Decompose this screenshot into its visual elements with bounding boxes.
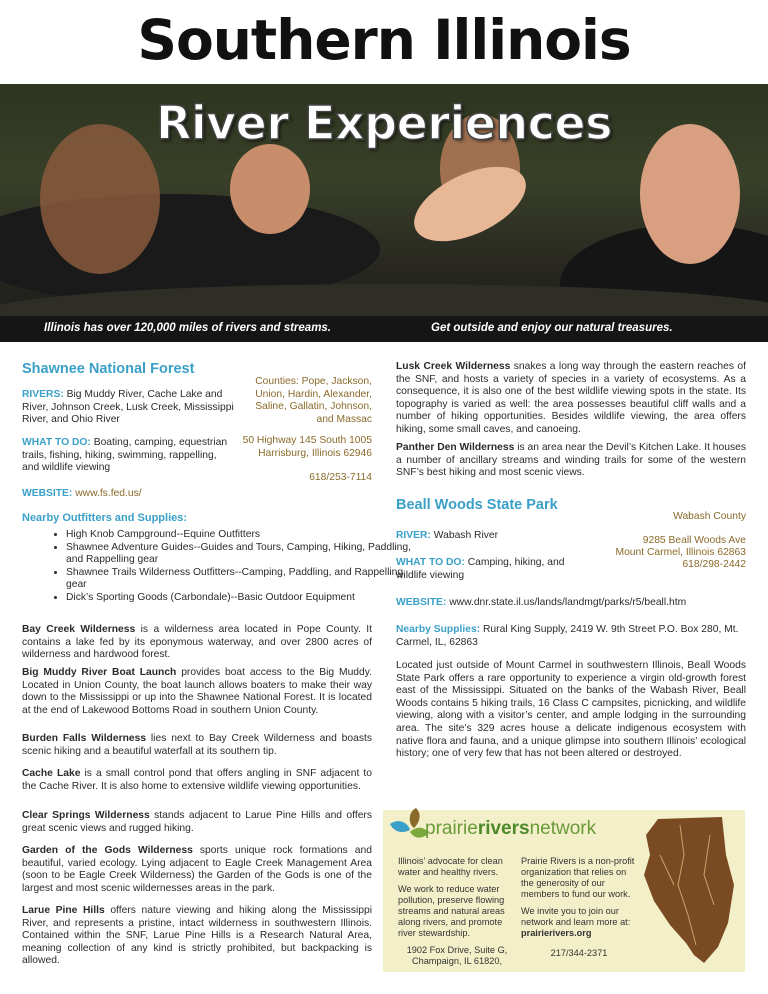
area-cache-lake — [22, 768, 372, 793]
hero-photo — [0, 84, 768, 316]
outfitters-heading: Nearby Outfitters and Supplies: — [22, 512, 188, 524]
area-clear-springs — [22, 810, 372, 835]
area-name: Lusk Creek Wilderness — [396, 361, 511, 372]
beall-todo — [396, 557, 586, 582]
rivers-text: Big Muddy River, Cache Lake and River, Johnson Creek, Lusk Creek, Mississippi River, and Ohio River — [22, 389, 234, 426]
outfitter-item: • High Knob Campground--Equine Outfitters — [66, 529, 426, 542]
supplies-label: Nearby Supplies: — [396, 624, 481, 635]
todo-label: WHAT TO DO: — [22, 437, 91, 448]
shawnee-address-1: 50 Highway 145 South 1005 — [242, 435, 372, 446]
outfitter-item: • Shawnee Trails Wilderness Outfitters--Camping, Paddling, and Rappelling gear — [66, 567, 426, 592]
beall-address-1: 9285 Beall Woods Ave — [642, 535, 746, 546]
tagline-banner — [0, 316, 768, 342]
beall-address-2: Mount Carmel, Illinois 62863 — [615, 547, 746, 558]
beall-county: Wabash County — [673, 511, 746, 522]
shawnee-todo — [22, 437, 232, 475]
rivers-label: RIVERS: — [22, 389, 64, 400]
prn-left-1: Illinois’ advocate for clean water and healthy rivers. — [398, 856, 503, 877]
logo-suffix: network — [529, 818, 597, 839]
area-name: Clear Springs Wilderness — [22, 810, 150, 821]
area-text: is a wilderness area located in Pope County. It contains a lake fed by its eponymous waterway, and over 2800 acres of wilderness and hardwood forest. — [22, 624, 373, 661]
area-text: is an area near the Devil’s Kitchen Lake. It houses a number of ancillary streams and winding trails for some of the western SNF’s best hiking and most scenic views. — [396, 442, 746, 479]
area-name: Big Muddy River Boat Launch — [22, 667, 177, 678]
prn-logo-icon — [386, 804, 430, 842]
todo-label: WHAT TO DO: — [396, 557, 465, 568]
page-subtitle: River Experiences — [155, 96, 613, 150]
outfitter-item: • Shawnee Adventure Guides--Guides and Tours, Camping, Hiking, Paddling, and Rappelling gear — [66, 542, 426, 567]
shawnee-website — [22, 488, 362, 501]
website-label: WEBSITE: — [22, 488, 73, 499]
area-garden-of-gods — [22, 845, 372, 895]
area-name: Larue Pine Hills — [22, 905, 105, 916]
supplies-text: Rural King Supply, 2419 W. 9th Street P.O. Box 280, Mt. Carmel, IL, 62863 — [396, 624, 739, 648]
shawnee-counties: Counties: Pope, Jackson, Union, Hardin, Alexander, Saline, Gallatin, Johnson, and Massac — [255, 376, 372, 425]
area-text: lies next to Bay Creek Wilderness and boasts scenic hiking and a beautiful waterfall at its southern tip. — [22, 733, 372, 757]
shawnee-rivers — [22, 389, 242, 427]
area-text: stands adjacent to Larue Pine Hills and offers great scenic views and rugged hiking. — [22, 810, 372, 834]
banner-right-text: Get outside and enjoy our natural treasures. — [431, 322, 673, 334]
website-link[interactable]: www.fs.fed.us/ — [75, 488, 142, 499]
beall-heading: Beall Woods State Park — [396, 497, 558, 513]
shawnee-heading: Shawnee National Forest — [22, 361, 195, 377]
beall-phone: 618/298-2442 — [682, 559, 746, 570]
prn-right-1: Prairie Rivers is a non-profit organization that relies on the generosity of our members to fund our work. — [521, 856, 635, 899]
page-title: Southern Illinois — [137, 8, 631, 72]
river-label: RIVER: — [396, 530, 431, 541]
website-label: WEBSITE: — [396, 597, 447, 608]
area-name: Burden Falls Wilderness — [22, 733, 147, 744]
shawnee-address-2: Harrisburg, Illinois 62946 — [258, 448, 372, 459]
beall-description: Located just outside of Mount Carmel in southwestern Illinois, Beall Woods State Park offers a rare opportunity to experience a virgin old-growth forest east of the Mississippi. Situated on the banks of the Wabash River, Beall Woods contains 5 hiking trails, 16 Class C campsites, picnicking, and wildlife viewing, along with a visitor’s center, and ample lodging in the surrounding area. The site’s 329 acres house a delicate indigenous ecosystem with native flora and fauna, and a unique glimpse into southern Illinois’ ecological history; one of very few that has not been altered or destroyed. — [396, 660, 746, 760]
todo-text: Boating, camping, equestrian trails, fishing, hiking, swimming, rappelling, and wildlife viewing — [22, 437, 228, 474]
illinois-map-icon — [640, 815, 740, 967]
beall-supplies — [396, 624, 746, 649]
prn-logo-text — [425, 818, 596, 840]
shawnee-phone: 618/253-7114 — [309, 472, 372, 483]
prn-site-link[interactable]: prairierivers.org — [521, 928, 592, 938]
area-text: provides boat access to the Big Muddy. Located in Union County, the boat launch allows boaters to make their way down to the Mississippi or up into the Shawnee National Forest. It is located at the end of Lakewood Bottoms Road in southern Union County. — [22, 667, 372, 716]
area-panther-den — [396, 442, 746, 480]
prn-address-1: 1902 Fox Drive, Suite G, — [406, 945, 508, 955]
area-larue-pine-hills — [22, 905, 372, 968]
river-text: Wabash River — [433, 530, 499, 541]
beall-website — [396, 597, 746, 610]
prn-phone: 217/344-2371 — [550, 948, 608, 958]
banner-left-text: Illinois has over 120,000 miles of rivers and streams. — [44, 322, 332, 334]
photo-person-2 — [230, 144, 310, 234]
area-name: Panther Den Wilderness — [396, 442, 515, 453]
area-text: snakes a long way through the eastern reaches of the SNF, and hosts a variety of species in a variety of ecosystems. As a consequence, it is also one of the best wildlife viewing spots in the state. Its topography is varied as well: the area possesses beautiful cliff walls and a number of hiking opportunities. Besides wildlife viewing, the area offers hiking, some small caves, and canoeing. — [396, 361, 746, 435]
area-text: offers nature viewing and hiking along the Mississippi River, and represents a pristine, intact wilderness in southwestern Illinois. Contained within the SNF, Larue Pine Hills is a Research Natural Area, meaning collection of any kind is strictly prohibited, but backpacking is allowed. — [22, 905, 372, 967]
area-name: Bay Creek Wilderness — [22, 624, 136, 635]
area-name: Cache Lake — [22, 768, 81, 779]
beall-river — [396, 530, 596, 543]
logo-mid: rivers — [477, 818, 530, 839]
outfitter-item: • Dick’s Sporting Goods (Carbondale)--Basic Outdoor Equipment — [66, 592, 426, 605]
outfitters-list — [14, 529, 426, 605]
area-burden-falls — [22, 733, 372, 758]
area-big-muddy — [22, 667, 372, 717]
prn-left-2: We work to reduce water pollution, preserve flowing streams and natural areas along rivers, and promote river stewardship. — [398, 884, 505, 938]
area-bay-creek — [22, 624, 372, 662]
area-text: sports unique rock formations and beautiful, varied ecology. Lying adjacent to Eagle Creek Management Area (soon to be Eagle Creek Wilderness) the Garden of the Gods is one of the largest and most scenic wildernesses areas in the park. — [22, 845, 372, 894]
area-lusk-creek — [396, 361, 746, 437]
todo-text: Camping, hiking, and wildlife viewing — [396, 557, 565, 581]
area-text: is a small control pond that offers angling in SNF adjacent to the Cache River. It is also home to extensive wildlife viewing opportunities. — [22, 768, 372, 792]
prn-address-2: Champaign, IL 61820, — [411, 956, 503, 966]
logo-prefix: prairie — [425, 818, 478, 839]
prn-right-2: We invite you to join our network and learn more at: — [521, 906, 631, 927]
area-name: Garden of the Gods Wilderness — [22, 845, 193, 856]
website-link[interactable]: www.dnr.state.il.us/lands/landmgt/parks/r5/beall.htm — [449, 597, 687, 608]
